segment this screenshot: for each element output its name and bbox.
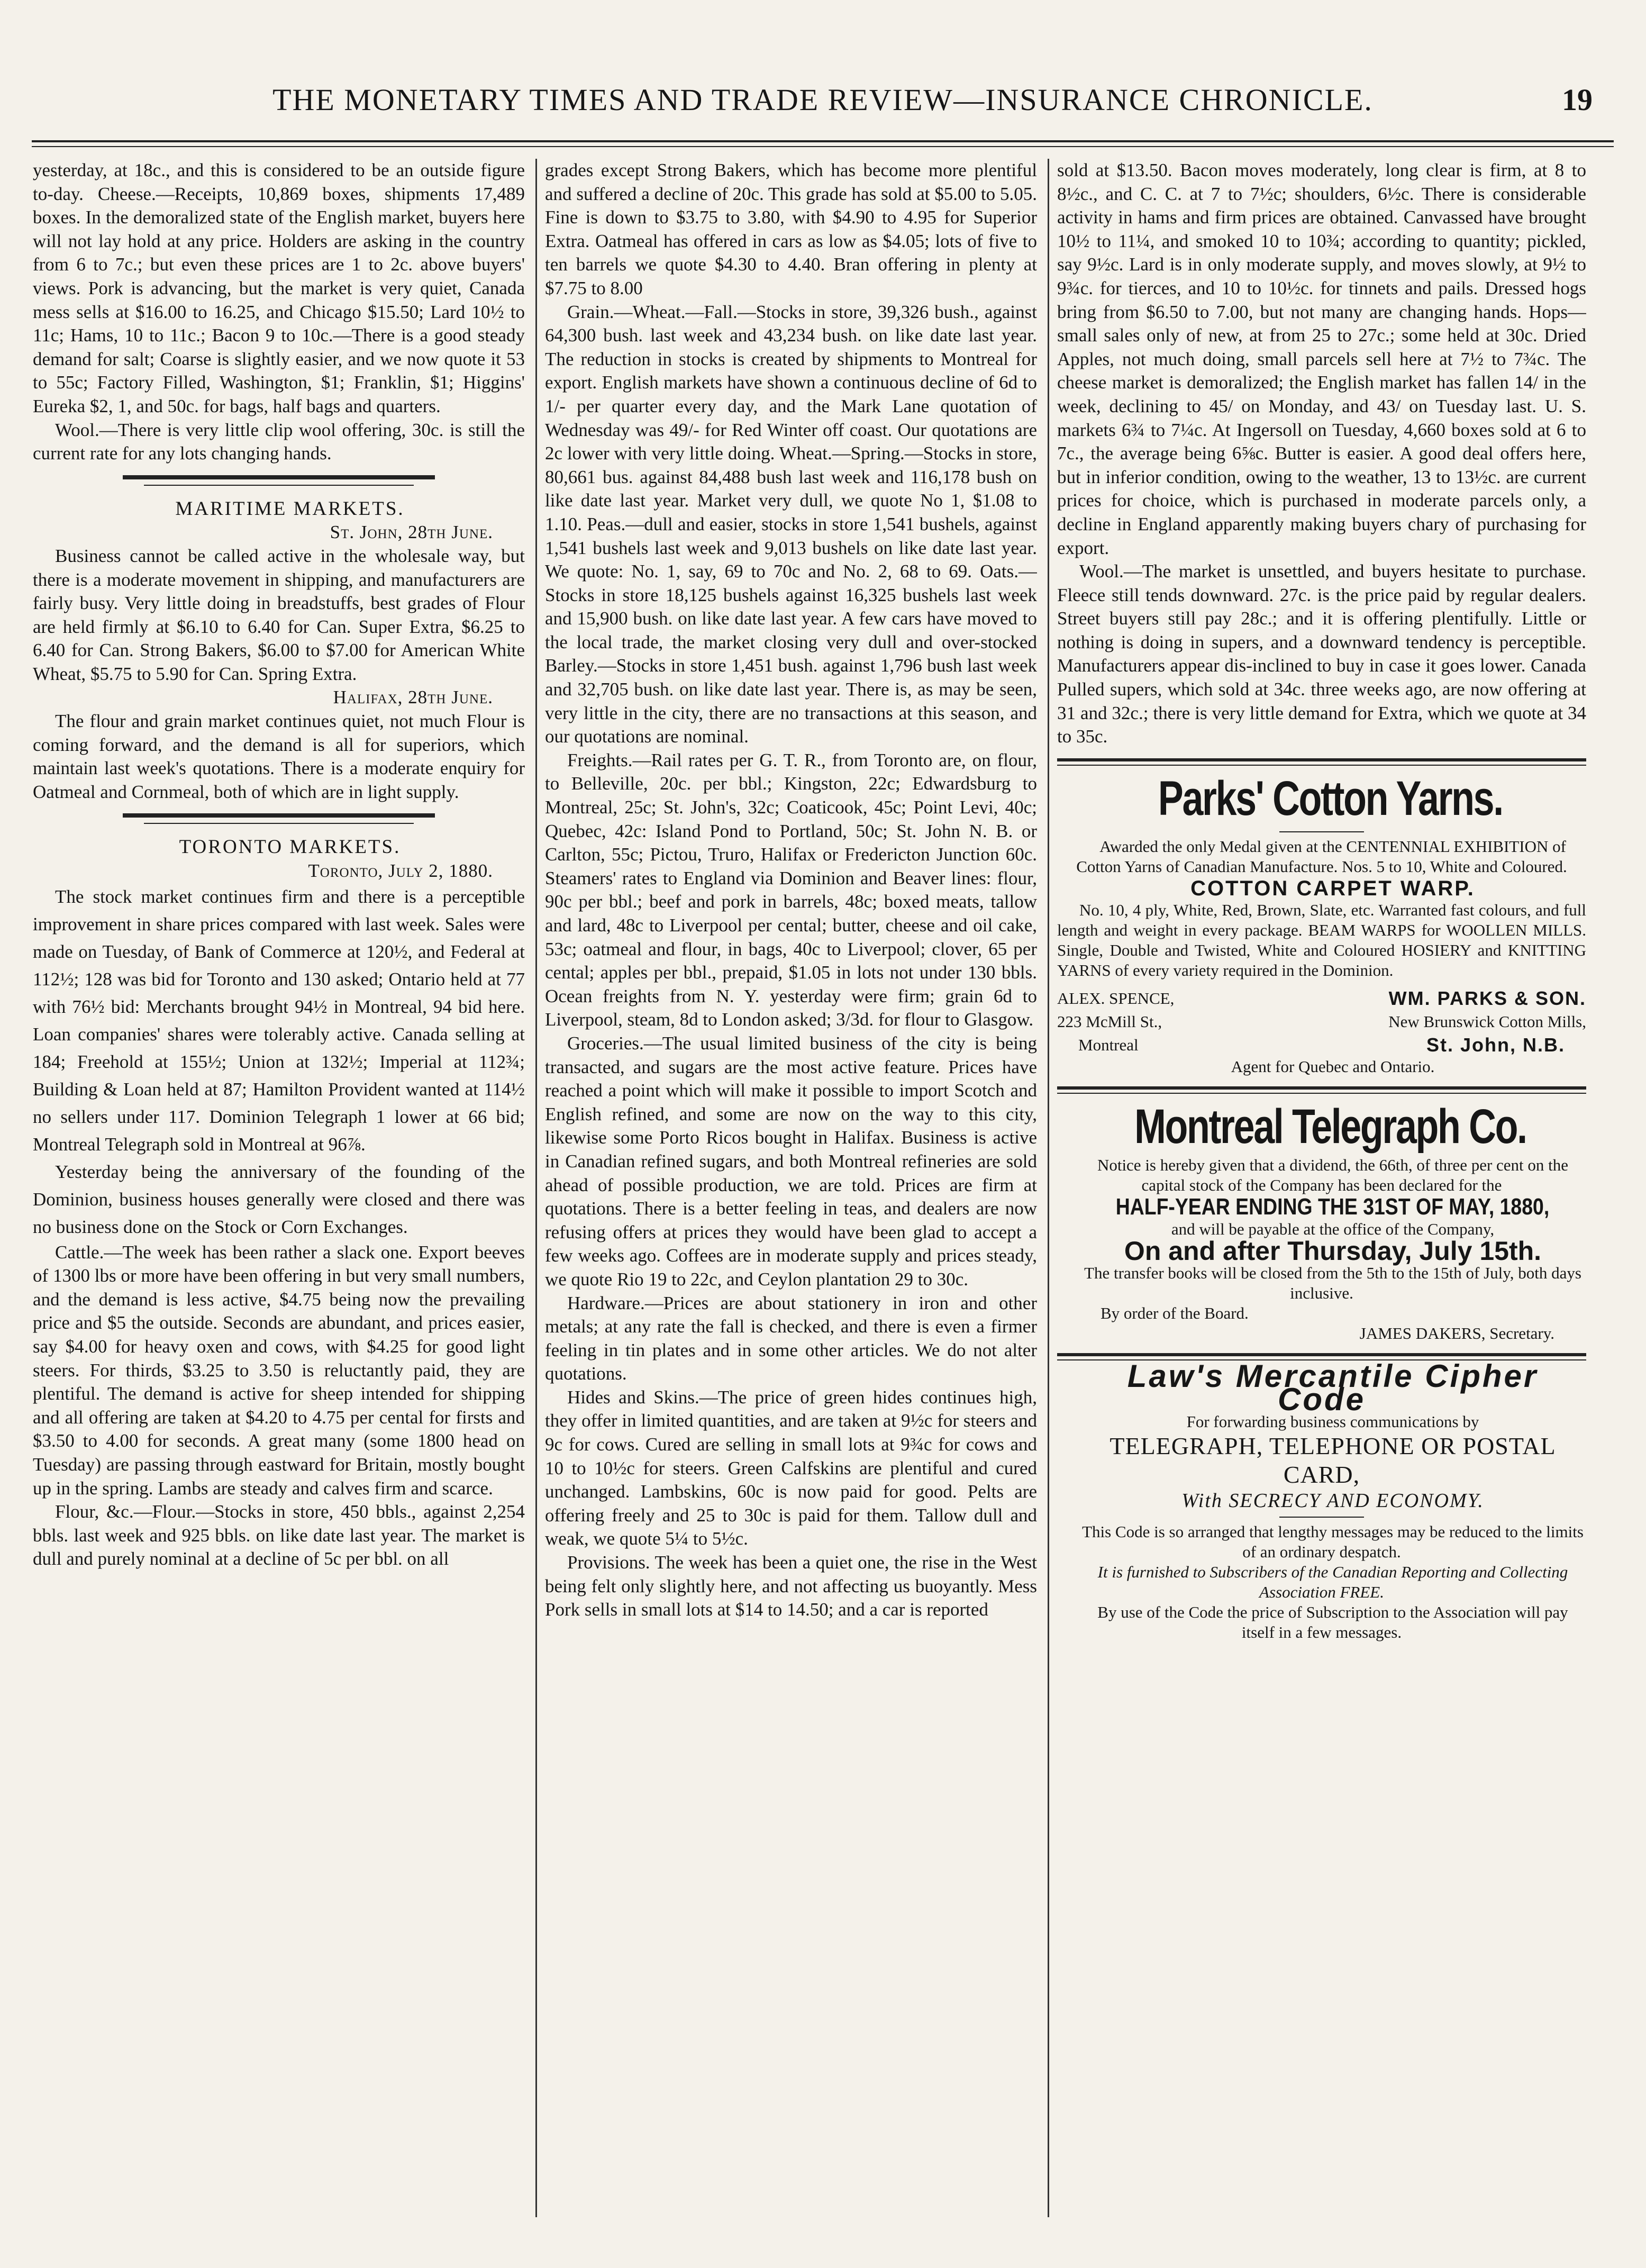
paragraph: Freights.—Rail rates per G. T. R., from Toronto are, on flour, to Belleville, 20c. per bbl.; Kingston, 22c; Edwardsburg to Montreal, 25c; St. John's, 32c; Coaticook, 45c; Point Levi, 40c; Quebec, 42c: Island Pond to Portland, 50c; St. John N. B. or Carlton, 55c; Pictou, Truro, Halifax or Fredericton Junction 60c. Steamers' rates to England via Dominion and Beaver lines: flour, 90c per bbl.; beef and pork in barrels, 48c; boxed meats, tallow and lard, 48c to Liverpool per cental; butter, cheese and oil cake, 53c; oatmeal and flour, in bags, 40c to Liverpool; clover, 65 per cental; apples per bbl., prepaid, $1.05 in lots not under 130 bbls. Ocean freights from N. Y. yesterday were firm; grain 6d to Liverpool, steam, 8d to London asked; 3/3d. for flour to Glasgow.: [545, 749, 1037, 1030]
paragraph: yesterday, at 18c., and this is considered to be an outside figure to-day. Cheese.—Receipts, 10,869 boxes, shipments 17,489 boxes. In the demoralized state of the English market, buyers here will not lay hold at any price. Holders are asking in the country from 6 to 7c.; but even these prices are 1 to 2c. above buyers' views. Pork is advancing, but the market is very quiet, Canada mess sells at $16.00 to 16.25, and Chicago $15.50; Lard 10½ to 11c; Hams, 10 to 11c.; Bacon 9 to 10c.—There is a good steady demand for salt; Coarse is slightly easier, and we now quote it 53 to 55c; Factory Filled, Washington, $1; Franklin, $1; Higgins' Eureka $2, 1, and 50c. for bags, half bags and quarters.: [33, 160, 525, 416]
ad-rule: [1057, 1086, 1586, 1090]
ad-text: Notice is hereby given that a dividend, the 66th, of three per cent on the capital stock of the Company has been declared for the: [1097, 1156, 1569, 1195]
firm-city: St. John, N.B.: [1426, 1034, 1565, 1056]
paragraph: Groceries.—The usual limited business of the city is being transacted, and sugars are the most active feature. Prices have reached a point which will make it possible to import Scotch and English refined, and some are now on the way to this city, likewise some Porto Ricos bought in Halifax. Business is active in Canadian refined sugars, and both Montreal refineries are sold ahead of possible production, we are told. Prices are firm at quotations. There is a better feeling in teas, and dealers are now refusing offers at prices they would have been glad to accept a few weeks ago. Coffees are in moderate supply and prices steady, we quote Rio 19 to 22c, and Ceylon plantation 29 to 30c.: [545, 1032, 1037, 1290]
page-number: 19: [1562, 83, 1593, 117]
header-rule-thin: [32, 146, 1614, 147]
section-rule-thin: [144, 823, 414, 824]
paragraph: Yesterday being the anniversary of the founding of the Dominion, business houses generally were closed and there was no business done on the Stock or Corn Exchanges.: [33, 1161, 525, 1237]
ad-text: This Code is so arranged that lengthy messages may be reduced to the limits of an ordinary despatch.: [1082, 1522, 1584, 1562]
ad-signature: JAMES DAKERS, Secretary.: [1359, 1323, 1554, 1342]
column-divider: [535, 159, 537, 2217]
ad-contact-row: [1057, 1033, 1586, 1057]
paragraph: sold at $13.50. Bacon moves moderately, long clear is firm, at 8 to 8½c., and C. C. at 7 to 7½c; shoulders, 6½c. There is considerable activity in hams and firm prices are obtained. Canvassed have brought 10½ to 11¼, and smoked 10 to 10¾; according to quantity; pickled, say 9½c. Lard is in only moderate supply, and moves slowly, at 9½ to 9¾c. for tierces, and 10 to 10½c. for tinnets and pails. Dressed hogs bring from $6.50 to 7.00, but not many are changing hands. Hops—small sales only of new, at from 25 to 27c.; some held at 30c. Dried Apples, not much doing, small parcels sell here at 7½ to 7¾c. The cheese market is demoralized; the English market has fallen 14/ in the week, declining to 45/ on Monday, and 43/ on Tuesday last. U. S. markets 6¾ to 7¼c. At Ingersoll on Tuesday, 4,660 boxes sold at 6 to 7c., the average being 6⅝c. Butter is easier. A good deal offers here, but in inferior condition, owing to the weather, 13 to 13½c. are current prices for choice, which is purchased in moderate parcels only, a decline in England apparently making buyers chary of purchasing for export.: [1057, 160, 1586, 558]
paragraph: Business cannot be called active in the wholesale way, but there is a moderate movement in shipping, and manufacturers are fairly busy. Very little doing in breadstuffs, best grades of Flour are held firmly at $6.10 to 6.40 for Can. Super Extra, $6.25 to 6.40 for Can. Strong Bakers, $6.00 to $7.00 for American White Wheat, $5.75 to 5.90 for Can. Spring Extra.: [33, 545, 525, 684]
ad-text: By use of the Code the price of Subscription to the Association will pay itself in a few messages.: [1097, 1603, 1568, 1642]
ad-text: By order of the Board.: [1101, 1303, 1249, 1322]
ad-text: For forwarding business communications by: [1186, 1412, 1479, 1431]
dateline: Toronto, July 2, 1880.: [308, 860, 493, 882]
montreal-telegraph-ad: [1057, 1098, 1586, 1343]
ad-text: No. 10, 4 ply, White, Red, Brown, Slate, etc. Warranted fast colours, and full length and weight in every package. BEAM WARPS for WOOLLEN MILLS. Single, Double and Twisted, White and Coloured HOSIERY and KNITTING YARNS of every variety required in the Dominion.: [1057, 901, 1586, 980]
publication-title: THE MONETARY TIMES AND TRADE REVIEW—INSURANCE CHRONICLE.: [272, 83, 1373, 117]
paragraph: Hides and Skins.—The price of green hides continues high, they offer in limited quantities, and are taken at 9½c for steers and 9c for cows. Cured are selling in small lots at 9¾c for cows and 10 to 10½c for steers. Green Calfskins are plentiful and cured unchanged. Lambskins, 60c is now paid for good. Pelts are offering freely and 25 to 30c is paid for them. Tallow dull and weak, we quote 5¼ to 5½c.: [545, 1386, 1037, 1549]
section-heading: TORONTO MARKETS.: [179, 836, 401, 858]
ad-short-rule: [1279, 831, 1364, 832]
ad-headline: TELEGRAPH, TELEPHONE OR POSTAL CARD,: [1110, 1432, 1556, 1488]
paragraph: Cattle.—The week has been rather a slack one. Export beeves of 1300 lbs or more have been offering in but very small numbers, and the demand is less active, $4.75 being now the prevailing price and $5 the outside. Seconds are abundant, and prices easier, say $4.00 for heavy oxen and cows, with $4.25 for good light steers. For thirds, $3.25 to 3.50 is reluctantly paid, they are plentiful. The demand is active for sheep intended for shipping and all offering are taken at $4.20 to 4.75 per cental for firsts and $3.50 to 4.00 for seconds. A great many (some 1800 head on Tuesday) are passing through eastward for Britain, mostly bought up in the spring. Lambs are steady and calves firm and scarce.: [33, 1241, 525, 1499]
ad-short-rule: [1279, 1517, 1364, 1518]
column-2: [545, 159, 1037, 2233]
ad-headline: HALF-YEAR ENDING THE 31ST OF MAY, 1880,: [1115, 1194, 1550, 1220]
section-rule: [123, 813, 435, 818]
ad-title: Montreal Telegraph Co.: [1134, 1100, 1526, 1154]
page-header: [32, 82, 1614, 138]
paragraph: Hardware.—Prices are about stationery in iron and other metals; at any rate the fall is checked, and there is even a firmer feeling in tin plates and in some other articles. We do not alter quotations.: [545, 1292, 1037, 1384]
ad-rule-thin: [1057, 1093, 1586, 1094]
ad-contact-row: [1057, 987, 1586, 1010]
paragraph: grades except Strong Bakers, which has become more plentiful and suffered a decline of 20c. This grade has sold at $5.00 to 5.05. Fine is down to $3.75 to 3.80, with $4.90 to 4.95 for Superior Extra. Oatmeal has offered in cars as low as $4.05; lots of five to ten barrels we quote $4.30 to 4.40. Bran offering in plenty at $7.75 to 8.00: [545, 160, 1037, 298]
agent-address: 223 McMill St.,: [1057, 1012, 1162, 1031]
paragraph: Wool.—The market is unsettled, and buyers hesitate to purchase. Fleece still tends downward. 27c. is the price paid by regular dealers. Street buyers still pay 28c.; and it is offering plentifully. Little or nothing is doing in supers, and a downward tendency is perceptible. Manufacturers appear dis-inclined to buy in case it goes lower. Canada Pulled supers, which sold at 34c. three weeks ago, are now offering at 31 and 32c.; there is very little demand for Extra, which we quote at 34 to 35c.: [1057, 561, 1586, 747]
section-rule-thin: [144, 485, 414, 486]
ad-rule: [1057, 758, 1586, 761]
paragraph: The stock market continues firm and there is a perceptible improvement in share prices compared with last week. Sales were made on Tuesday, of Bank of Commerce at 120½, and Federal at 112½; 128 was bid for Toronto and 130 asked; Ontario held at 77 with 76½ bid: Merchants brought 94½ in Montreal, 94 bid here. Loan companies' shares were tolerably active. Canada selling at 184; Freehold at 155½; Union at 132½; Imperial at 112¾; Building & Loan held at 87; Hamilton Provident wanted at 114½ no sellers under 117. Dominion Telegraph 1 lower at 66 bid; Montreal Telegraph sold in Montreal at 96⅞.: [33, 886, 525, 1155]
ad-text: Agent for Quebec and Ontario.: [1231, 1057, 1435, 1076]
ad-text: The transfer books will be closed from the 5th to the 15th of July, both days inclusive.: [1084, 1263, 1581, 1302]
paragraph: Flour, &c.—Flour.—Stocks in store, 450 bbls., against 2,254 bbls. last week and 925 bbls. on like date last year. The market is dull and purely nominal at a decline of 5c per bbl. on all: [33, 1501, 525, 1570]
dateline: St. John, 28th June.: [330, 522, 493, 543]
paragraph: Grain.—Wheat.—Fall.—Stocks in store, 39,326 bush., against 64,300 bush. last week and 43,234 bush. on like date last year. The reduction in stocks is created by shipments to Montreal for export. English markets have shown a continuous decline of 6d to 1/- per quarter every day, and the Mark Lane quotation of Wednesday was 49/- for Red Winter off coast. Our quotations are 2c lower with very little doing. Wheat.—Spring.—Stocks in store, 80,661 bus. against 84,488 bush last week and 116,178 bush on like date last year. Market very dull, we quote No 1, $1.08 to 1.10. Peas.—dull and easier, stocks in store 1,541 bushels, against 1,541 bushels last week and 9,013 bushels on like date last year. We quote: No. 1, say, 69 to 70c and No. 2, 68 to 69. Oats.—Stocks in store 18,125 bushels against 16,325 bushels last week and 15,900 bush. on like date last year. A few cars have moved to the local trade, the market closing very dull and over-stocked Barley.—Stocks in store 1,451 bush. against 1,796 bush last week and 32,705 bush. on like date last year. There is, as may be seen, very little in the city, there are no transactions at this season, and our quotations are nominal.: [545, 301, 1037, 747]
column-3: [1057, 159, 1586, 2233]
paragraph: Provisions. The week has been a quiet one, the rise in the West being felt only slightly here, and not affecting us buoyantly. Mess Pork sells in small lots at $14 to 14.50; and a car is reported: [545, 1552, 1037, 1620]
ad-subheading: With SECRECY AND ECONOMY.: [1181, 1489, 1484, 1512]
ad-text: It is furnished to Subscribers of the Canadian Reporting and Collecting Association FREE.: [1097, 1563, 1568, 1602]
firm-address: New Brunswick Cotton Mills,: [1388, 1012, 1586, 1031]
dateline: Halifax, 28th June.: [333, 687, 493, 708]
firm-name: WM. PARKS & SON.: [1388, 987, 1586, 1010]
section-rule: [123, 475, 435, 479]
header-rule: [32, 140, 1614, 142]
ad-headline: On and after Thursday, July 15th.: [1124, 1236, 1542, 1266]
ad-contact-row: [1057, 1010, 1586, 1033]
parks-cotton-ad: [1057, 770, 1586, 1077]
paragraph: The flour and grain market continues quiet, not much Flour is coming forward, and the demand is all for superiors, which maintain last week's quotations. There is a moderate enquiry for Oatmeal and Cornmeal, both of which are in light supply.: [33, 711, 525, 802]
ad-title: Law's Mercantile Cipher Code: [1127, 1358, 1539, 1418]
ad-rule-thin: [1057, 765, 1586, 766]
section-heading: MARITIME MARKETS.: [175, 497, 405, 520]
agent-name: ALEX. SPENCE,: [1057, 989, 1175, 1008]
ad-title: Parks' Cotton Yarns.: [1158, 771, 1503, 825]
column-1: [33, 159, 525, 2233]
paragraph: Wool.—There is very little clip wool offering, 30c. is still the current rate for any lots changing hands.: [33, 419, 525, 464]
ad-text: and will be payable at the office of the Company,: [1171, 1220, 1495, 1239]
ad-subheading: COTTON CARPET WARP.: [1190, 876, 1475, 900]
law-cipher-ad: [1057, 1358, 1586, 1643]
column-divider: [1048, 159, 1049, 2217]
ad-text: Awarded the only Medal given at the CENTENNIAL EXHIBITION of Cotton Yarns of Canadian Manufacture. Nos. 5 to 10, White and Coloured.: [1076, 837, 1567, 876]
agent-city: Montreal: [1078, 1036, 1139, 1055]
ad-rule: [1057, 1353, 1586, 1356]
